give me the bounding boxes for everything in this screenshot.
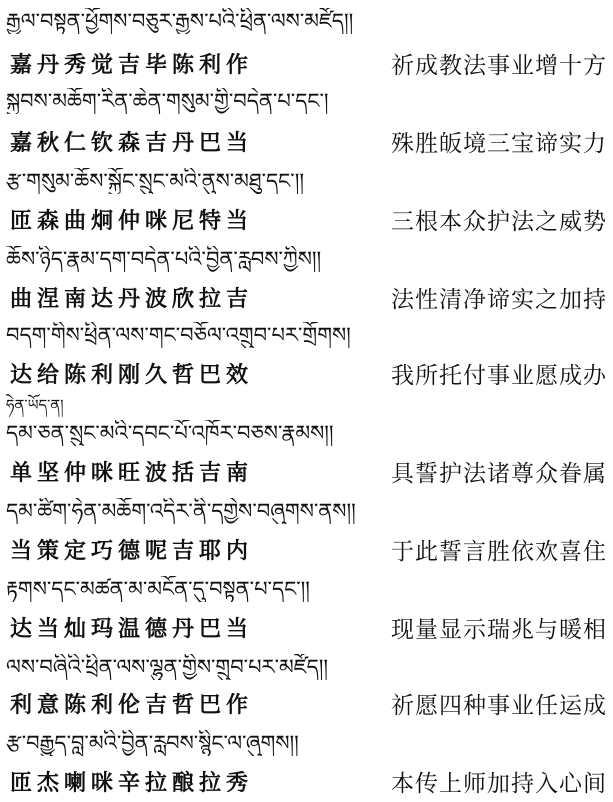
verse-6-transliteration: 单坚仲咪旺波括吉南 (10, 461, 254, 486)
verse-3-transliteration: 匝森曲炯仲咪尼特当 (10, 209, 254, 234)
verse-2-tibetan: སྐྱབས་མཆོག་རིན་ཆེན་གསུམ་གྱི་བདེན་པ་དང་། (6, 89, 329, 113)
verse-9-transliteration: 利意陈利伦吉哲巴作 (10, 693, 254, 718)
verse-1-chinese: 祈成教法事业增十方 (391, 53, 607, 79)
verse-3-tibetan: རྩ་གསུམ་ཆོས་སྐྱོང་སྲུང་མའི་ནུས་མཐུ་དང་།། (6, 169, 305, 193)
verse-5-tibetan: བདག་གིས་ཕྲིན་ལས་གང་བཅོལ་འགྲུབ་པར་གྲོགས། (6, 323, 351, 347)
verse-8-transliteration: 达当灿玛温德丹巴当 (10, 617, 254, 642)
verse-10-transliteration: 匝杰喇咪辛拉酿拉秀 (10, 771, 254, 796)
verse-6-chinese: 具誓护法诸尊众眷属 (391, 461, 607, 487)
verse-4-chinese: 法性清净谛实之加持 (391, 287, 607, 313)
verse-7-transliteration: 当策定巧德呢吉耶内 (10, 539, 254, 564)
verse-7-tibetan: དམ་ཚིག་ཧེན་མཆོག་འདིར་ནི་དགྱེས་བཞུགས་ནས།། (6, 499, 356, 523)
verse-7-chinese: 于此誓言胜依欢喜住 (391, 539, 607, 565)
verse-4-tibetan: ཆོས་ཉིད་རྣམ་དག་བདེན་པའི་བྱིན་རླབས་ཀྱིས།། (6, 247, 322, 271)
verse-5-chinese: 我所托付事业愿成办 (391, 363, 607, 389)
verse-2-transliteration: 嘉秋仁钦森吉丹巴当 (10, 131, 254, 156)
verse-6-tibetan: དམ་ཅན་སྲུང་མའི་དབང་པོ་འཁོར་བཅས་རྣམས།། (6, 421, 334, 445)
verse-10-tibetan: རྩ་བརྒྱུད་བླ་མའི་བྱིན་རླབས་སྙིང་ལ་ཞུགས།། (6, 731, 299, 755)
verse-6-prefix: ཧེན་ཡོད་ན། (6, 396, 64, 414)
verse-1-transliteration: 嘉丹秀觉吉毕陈利作 (10, 53, 254, 78)
verse-9-chinese: 祈愿四种事业任运成 (391, 693, 607, 719)
verse-10-chinese: 本传上师加持入心间 (391, 771, 607, 797)
verse-3-chinese: 三根本众护法之威势 (391, 209, 607, 235)
verse-1-tibetan: རྒྱལ་བསྟན་ཕྱོགས་བཅུར་རྒྱས་པའི་ཕྲིན་ལས་མཛོད།། (6, 9, 354, 33)
verse-4-transliteration: 曲涅南达丹波欣拉吉 (10, 287, 254, 312)
verse-9-tibetan: ལས་བཞིའི་ཕྲིན་ལས་ལྷུན་གྱིས་གྲུབ་པར་མཛོད།། (6, 655, 329, 679)
verse-5-transliteration: 达给陈利刚久哲巴效 (10, 363, 254, 388)
verse-8-tibetan: རྟགས་དང་མཚན་མ་མངོན་དུ་བསྟན་པ་དང་།། (6, 577, 310, 601)
verse-2-chinese: 殊胜皈境三宝谛实力 (391, 131, 607, 157)
verse-8-chinese: 现量显示瑞兆与暖相 (391, 617, 607, 643)
